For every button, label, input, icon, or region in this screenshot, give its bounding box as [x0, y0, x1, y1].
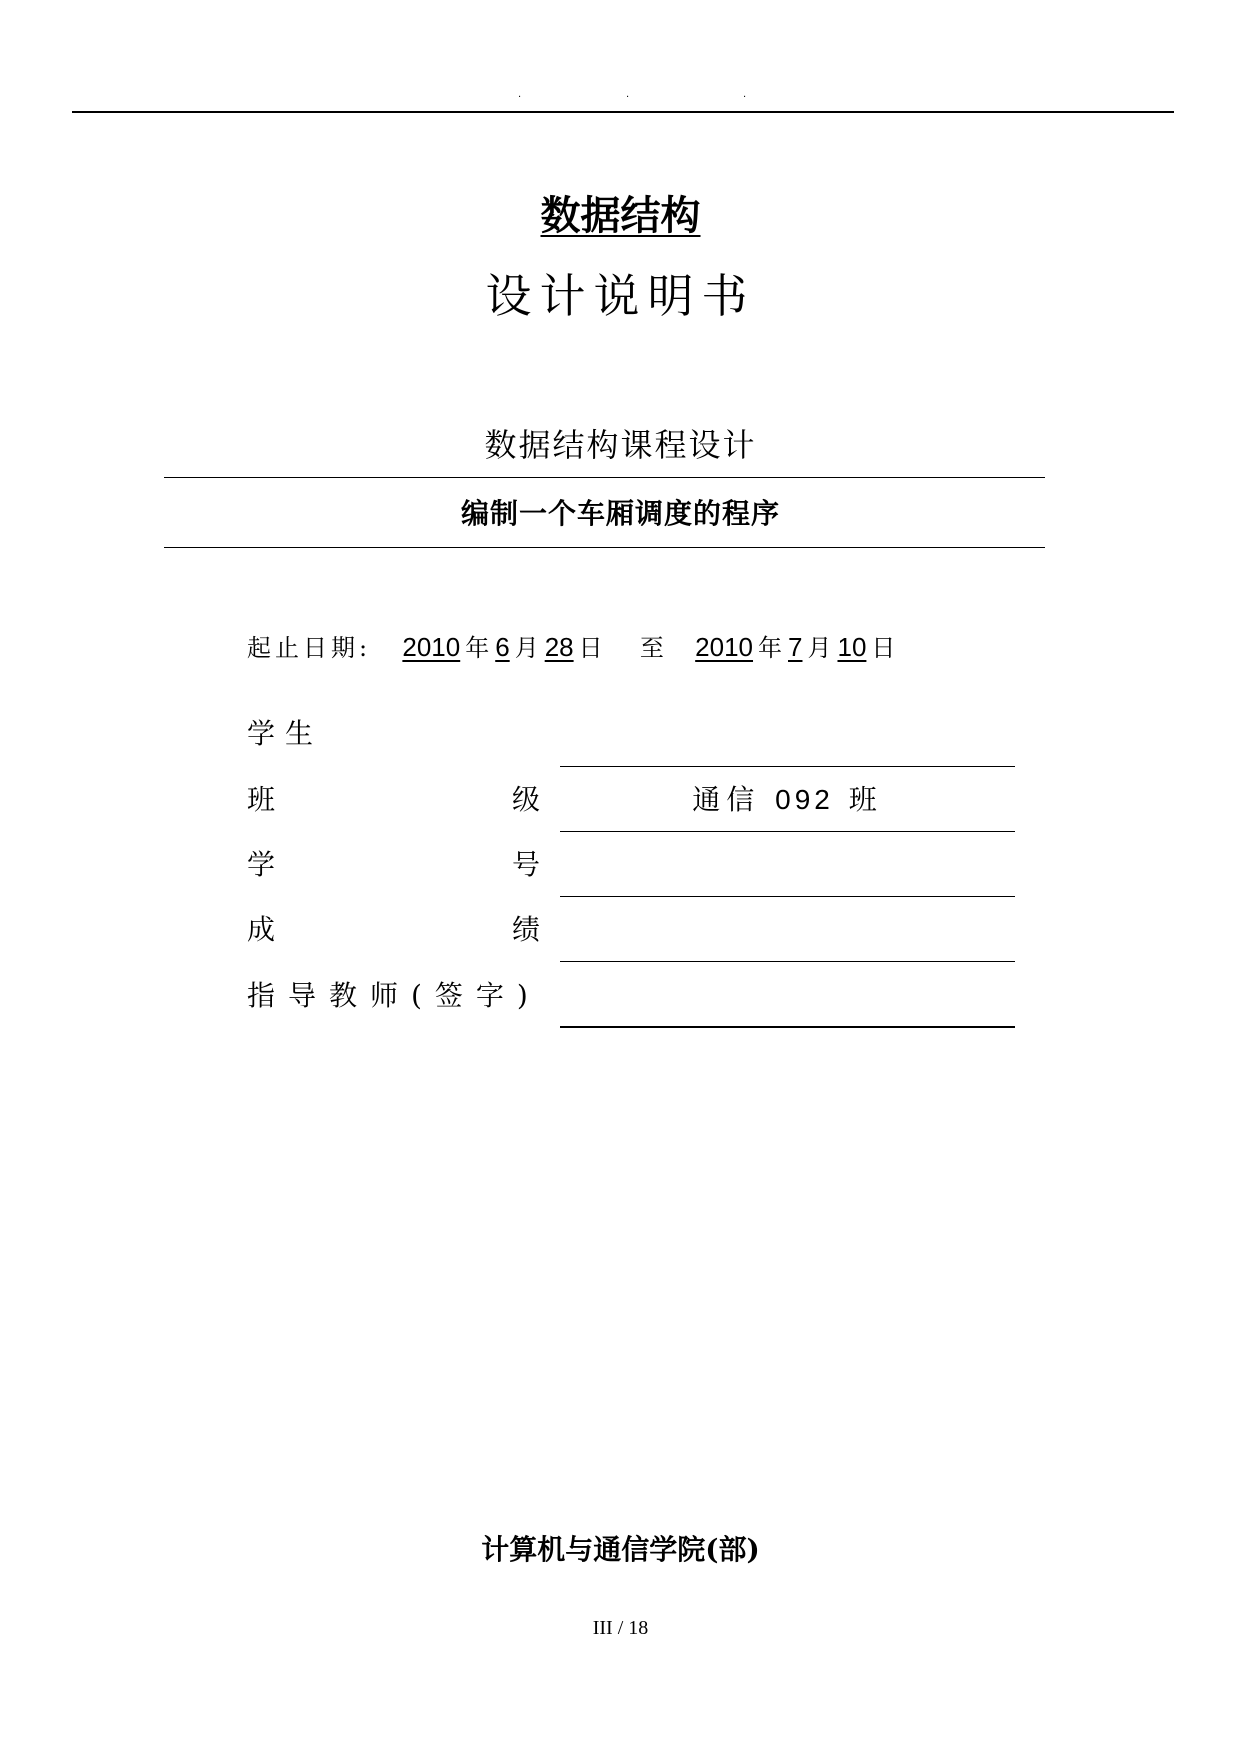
end-month-unit: 月 — [807, 634, 832, 662]
class-value-text: 通信 — [692, 783, 761, 816]
date-range-to: 至 — [639, 634, 664, 662]
start-day: 28 — [544, 632, 574, 662]
course-name: 数据结构课程设计 — [484, 426, 757, 464]
header-dot: . — [518, 89, 522, 100]
grade-label-right: 绩 — [512, 913, 541, 946]
header-dot: . — [743, 89, 747, 100]
start-month-unit: 月 — [514, 634, 539, 662]
document-title — [0, 188, 1241, 244]
end-year-unit: 年 — [758, 634, 783, 662]
header-dot: . — [626, 89, 630, 100]
student-id-label-left: 学 — [247, 848, 276, 881]
grade-label-left: 成 — [247, 913, 276, 946]
grade-line — [560, 961, 1015, 962]
page-number: III / 18 — [592, 1617, 649, 1639]
advisor-label: 指导教师(签字) — [247, 979, 541, 1012]
advisor-line — [560, 1026, 1015, 1028]
end-month: 7 — [788, 632, 803, 662]
course-rule — [164, 477, 1045, 478]
topic-rule — [164, 547, 1045, 548]
document-subtitle: 设计说明书 — [485, 269, 756, 323]
class-value-number: 092 — [775, 784, 834, 815]
date-range — [247, 625, 901, 669]
class-label-left: 班 — [247, 783, 276, 816]
start-year-unit: 年 — [465, 634, 490, 662]
start-month: 6 — [495, 632, 510, 662]
class-label-right: 级 — [512, 783, 541, 816]
class-line — [560, 831, 1015, 832]
class-value-suffix: 班 — [848, 783, 883, 816]
student-name-line — [560, 766, 1015, 767]
end-year: 2010 — [695, 632, 754, 662]
header-rule — [72, 111, 1174, 113]
date-range-label: 起止日期: — [247, 634, 372, 662]
class-value — [560, 778, 1015, 822]
project-topic: 编制一个车厢调度的程序 — [460, 497, 780, 530]
student-id-label-right: 号 — [512, 848, 541, 881]
header-dots — [0, 90, 1241, 104]
start-day-unit: 日 — [578, 634, 603, 662]
student-id-line — [560, 896, 1015, 897]
school-name: 计算机与通信学院(部) — [481, 1533, 760, 1566]
student-label: 学生 — [247, 717, 324, 750]
document-title-text: 数据结构 — [540, 192, 701, 239]
end-day-unit: 日 — [871, 634, 896, 662]
end-day: 10 — [837, 632, 867, 662]
start-year: 2010 — [402, 632, 461, 662]
